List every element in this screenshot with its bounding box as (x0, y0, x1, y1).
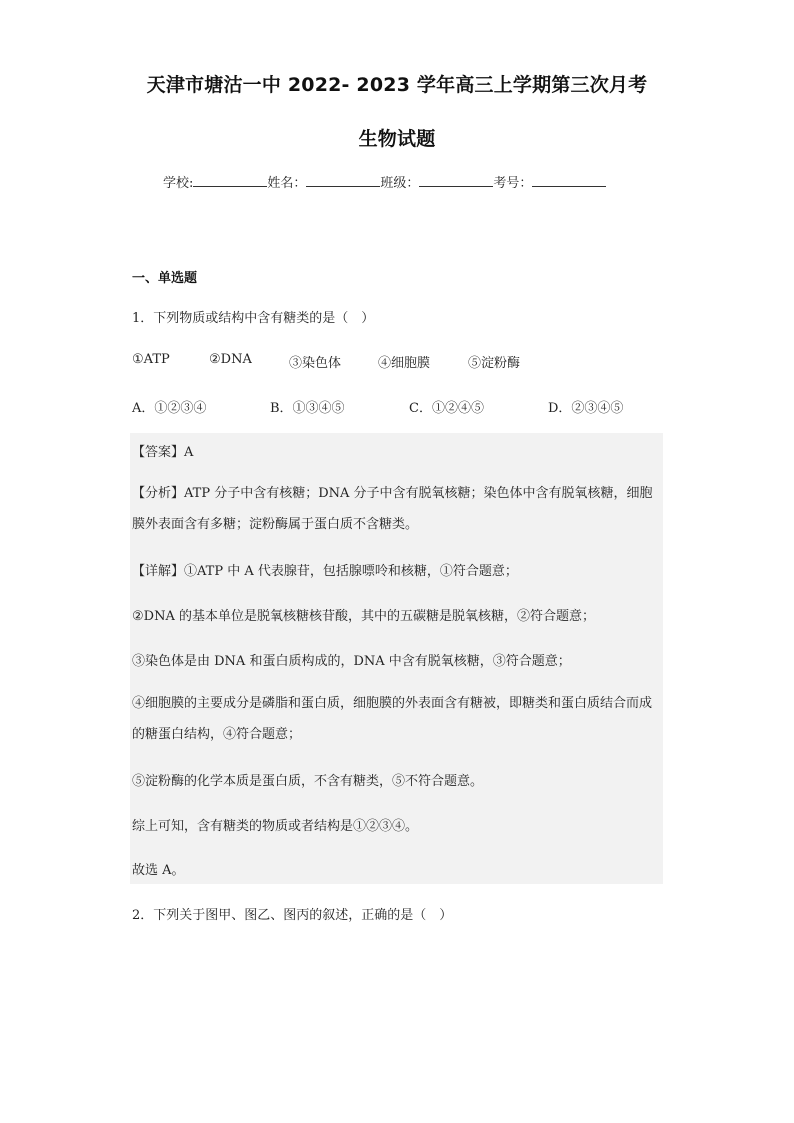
item-4: ④细胞膜 (378, 356, 431, 371)
name-blank[interactable] (306, 174, 380, 187)
detail-2: ②DNA 的基本单位是脱氧核糖核苷酸，其中的五碳糖是脱氧核糖，②符合题意； (132, 609, 595, 624)
student-info-line (163, 172, 606, 191)
exam-title: 天津市塘沽一中 2022- 2023 学年高三上学期第三次月考 (146, 74, 648, 96)
detail-4: ④细胞膜的主要成分是磷脂和蛋白质，细胞膜的外表面含有糖被，即糖类和蛋白质结合而成的糖蛋白结构，④符合题意； (132, 696, 653, 742)
choice-c[interactable]: C．①②④⑤ (409, 401, 484, 416)
choice-b[interactable]: B．①③④⑤ (270, 401, 345, 416)
detail-5: ⑤淀粉酶的化学本质是蛋白质，不含有糖类，⑤不符合题意。 (132, 774, 484, 789)
school-blank[interactable] (193, 174, 267, 187)
class-blank[interactable] (419, 174, 493, 187)
section-title: 一、单选题 (132, 271, 198, 286)
school-label: 学校: (163, 176, 194, 191)
detail-3: ③染色体是由 DNA 和蛋白质构成的，DNA 中含有脱氧核糖，③符合题意； (132, 654, 571, 669)
exam-no-label: 考号： (493, 176, 533, 191)
item-2: ②DNA (209, 352, 252, 367)
detail-1: 【详解】①ATP 中 A 代表腺苷，包括腺嘌呤和核糖，①符合题意； (132, 564, 518, 579)
item-5: ⑤淀粉酶 (468, 356, 521, 371)
exam-subtitle: 生物试题 (358, 128, 436, 150)
conclusion-line: 故选 A。 (132, 863, 185, 878)
analysis-paragraph: 【分析】ATP 分子中含有核糖；DNA 分子中含有脱氧核糖；染色体中含有脱氧核糖，细胞膜外表面含有多糖；淀粉酶属于蛋白质不含糖类。 (132, 486, 653, 532)
question-1-stem: 1．下列物质或结构中含有糖类的是（ ） (132, 311, 375, 326)
question-2-stem: 2．下列关于图甲、图乙、图丙的叙述，正确的是（ ） (132, 908, 453, 923)
class-label: 班级： (380, 176, 420, 191)
choice-d[interactable]: D．②③④⑤ (548, 401, 624, 416)
name-label: 姓名： (267, 176, 307, 191)
answer-line: 【答案】A (132, 445, 194, 460)
item-3: ③染色体 (289, 356, 342, 371)
summary-line: 综上可知，含有糖类的物质或者结构是①②③④。 (132, 819, 419, 834)
choice-a[interactable]: A．①②③④ (132, 401, 207, 416)
exam-no-blank[interactable] (532, 174, 606, 187)
item-1: ①ATP (132, 352, 170, 367)
